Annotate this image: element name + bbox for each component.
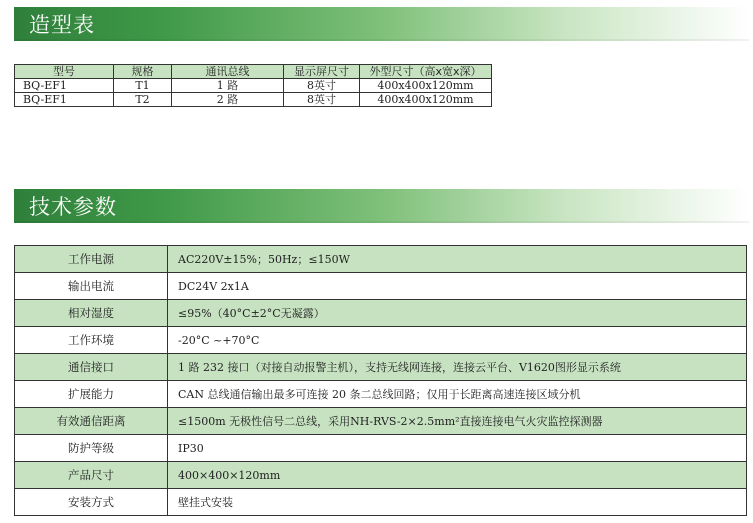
table-row — [15, 300, 747, 327]
param-value: -20°C ~+70°C — [168, 327, 747, 354]
tech-section-banner — [14, 189, 749, 223]
header-spec: 规格 — [114, 65, 172, 79]
header-dimensions: 外型尺寸（高x宽x深） — [360, 65, 492, 79]
selection-table — [14, 64, 492, 107]
table-row — [15, 273, 747, 300]
cell-dimensions: 400x400x120mm — [360, 79, 492, 93]
tech-section-title: 技术参数 — [29, 195, 117, 219]
selection-section-title: 造型表 — [29, 13, 95, 37]
param-value: AC220V±15%；50Hz；≤150W — [168, 246, 747, 273]
cell-bus: 1 路 — [172, 79, 284, 93]
table-row — [15, 462, 747, 489]
table-row — [15, 327, 747, 354]
selection-table-header-row — [15, 65, 492, 79]
param-label: 通信接口 — [15, 354, 168, 381]
table-row — [15, 435, 747, 462]
cell-spec: T2 — [114, 93, 172, 107]
param-value: DC24V 2x1A — [168, 273, 747, 300]
param-value: 1 路 232 接口（对接自动报警主机），支持无线网连接，连接云平台、V1620图形显示系统 — [168, 354, 747, 381]
cell-dimensions: 400x400x120mm — [360, 93, 492, 107]
cell-bus: 2 路 — [172, 93, 284, 107]
param-label: 相对湿度 — [15, 300, 168, 327]
param-label: 输出电流 — [15, 273, 168, 300]
cell-model: BQ-EF1 — [15, 79, 114, 93]
cell-spec: T1 — [114, 79, 172, 93]
param-label: 工作电源 — [15, 246, 168, 273]
param-value: 壁挂式安装 — [168, 489, 747, 516]
param-value: ≤1500m 无极性信号二总线，采用NH-RVS-2×2.5mm²直接连接电气火灾监控探测器 — [168, 408, 747, 435]
param-label: 扩展能力 — [15, 381, 168, 408]
header-model: 型号 — [15, 65, 114, 79]
table-row — [15, 246, 747, 273]
cell-screen-size: 8英寸 — [284, 79, 360, 93]
table-row — [15, 408, 747, 435]
table-row — [15, 93, 492, 107]
table-row — [15, 354, 747, 381]
cell-model: BQ-EF1 — [15, 93, 114, 107]
cell-screen-size: 8英寸 — [284, 93, 360, 107]
param-label: 工作环境 — [15, 327, 168, 354]
header-bus: 通讯总线 — [172, 65, 284, 79]
param-value: 400×400×120mm — [168, 462, 747, 489]
param-label: 有效通信距离 — [15, 408, 168, 435]
table-row — [15, 381, 747, 408]
selection-section-banner — [14, 7, 749, 41]
table-row — [15, 489, 747, 516]
param-label: 防护等级 — [15, 435, 168, 462]
param-label: 安装方式 — [15, 489, 168, 516]
header-screen-size: 显示屏尺寸 — [284, 65, 360, 79]
param-label: 产品尺寸 — [15, 462, 168, 489]
param-value: ≤95%（40°C±2°C无凝露） — [168, 300, 747, 327]
param-value: CAN 总线通信输出最多可连接 20 条二总线回路；仅用于长距离高速连接区域分机 — [168, 381, 747, 408]
table-row — [15, 79, 492, 93]
tech-params-table — [14, 245, 747, 516]
param-value: IP30 — [168, 435, 747, 462]
